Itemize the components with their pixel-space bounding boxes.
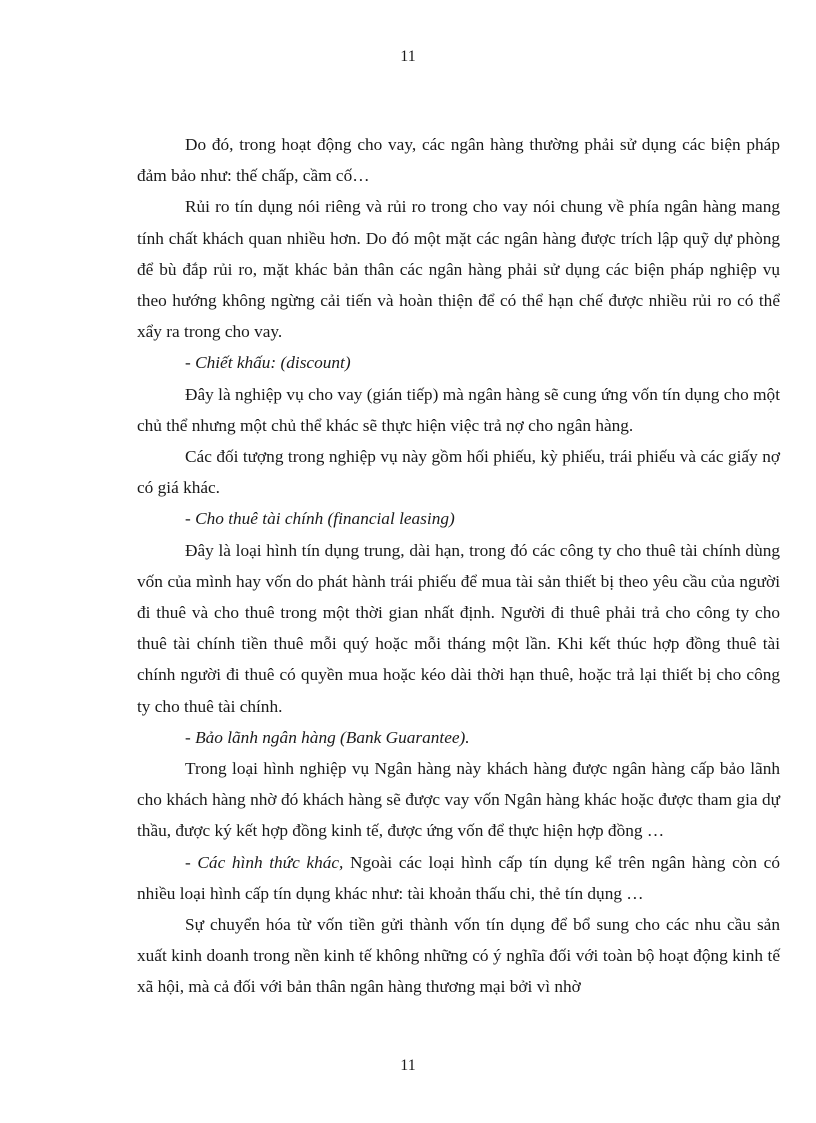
paragraph-discount-objects: Các đối tượng trong nghiệp vụ này gồm hối phiếu, kỳ phiếu, trái phiếu và các giấy nợ có giá khác. bbox=[137, 447, 780, 498]
document-body bbox=[137, 129, 780, 1003]
paragraph-collateral: Do đó, trong hoạt động cho vay, các ngân hàng thường phải sử dụng các biện pháp đảm bảo như: thế chấp, cầm cố… bbox=[137, 135, 780, 186]
paragraph-other-forms-text: Ngoài các loại hình cấp tín dụng kể trên ngân hàng còn có nhiều loại hình cấp tín dụng khác như: tài khoản thấu chi, thẻ tín dụng … bbox=[137, 852, 780, 903]
paragraph-bank-guarantee: Trong loại hình nghiệp vụ Ngân hàng này khách hàng được ngân hàng cấp bảo lãnh cho khách hàng nhờ đó khách hàng sẽ được vay vốn Ngân hàng khác hoặc được tham gia dự thầu, được ký kết hợp đồng kinh tế, được ứng vốn để thực hiện hợp đồng … bbox=[137, 759, 780, 841]
heading-other-forms: - Các hình thức khác, bbox=[185, 852, 344, 872]
paragraph-other-forms bbox=[137, 847, 780, 909]
paragraph-discount-definition: Đây là nghiệp vụ cho vay (gián tiếp) mà ngân hàng sẽ cung ứng vốn tín dụng cho một chủ thể nhưng một chủ thể khác sẽ thực hiện việc trả nợ cho ngân hàng. bbox=[137, 384, 780, 435]
page-number-bottom: 11 bbox=[400, 1057, 416, 1074]
paragraph-financial-leasing: Đây là loại hình tín dụng trung, dài hạn, trong đó các công ty cho thuê tài chính dùng vốn của mình hay vốn do phát hành trái phiếu để mua tài sản thiết bị theo yêu cầu của người đi thuê và cho thuê trong một thời gian nhất định. Người đi thuê phải trả cho công ty cho thuê tài chính tiền thuê mỗi quý hoặc mỗi tháng một lần. Khi kết thúc hợp đồng thuê tài chính người đi thuê có quyền mua hoặc kéo dài thời hạn thuê, hoặc trả lại thiết bị cho công ty cho thuê tài chính. bbox=[137, 540, 780, 716]
heading-bank-guarantee: - Bảo lãnh ngân hàng (Bank Guarantee). bbox=[185, 727, 470, 747]
heading-financial-leasing: - Cho thuê tài chính (financial leasing) bbox=[185, 509, 455, 529]
paragraph-credit-risk: Rủi ro tín dụng nói riêng và rủi ro trong cho vay nói chung về phía ngân hàng mang tính chất khách quan nhiều hơn. Do đó một mặt các ngân hàng được trích lập quỹ dự phòng để bù đắp rủi ro, mặt khác bản thân các ngân hàng phải sử dụng các biện pháp nghiệp vụ theo hướng không ngừng cải tiến và hoàn thiện để có thể hạn chế được nhiều rủi ro có thể xẩy ra trong cho vay. bbox=[137, 197, 780, 342]
heading-discount: - Chiết khấu: (discount) bbox=[185, 353, 351, 373]
paragraph-transformation: Sự chuyển hóa từ vốn tiền gửi thành vốn tín dụng để bổ sung cho các nhu cầu sản xuất kinh doanh trong nền kinh tế không những có ý nghĩa đối với toàn bộ hoạt động kinh tế xã hội, mà cả đối với bản thân ngân hàng thương mại bởi vì nhờ bbox=[137, 915, 780, 997]
page-number-top: 11 bbox=[400, 48, 416, 65]
